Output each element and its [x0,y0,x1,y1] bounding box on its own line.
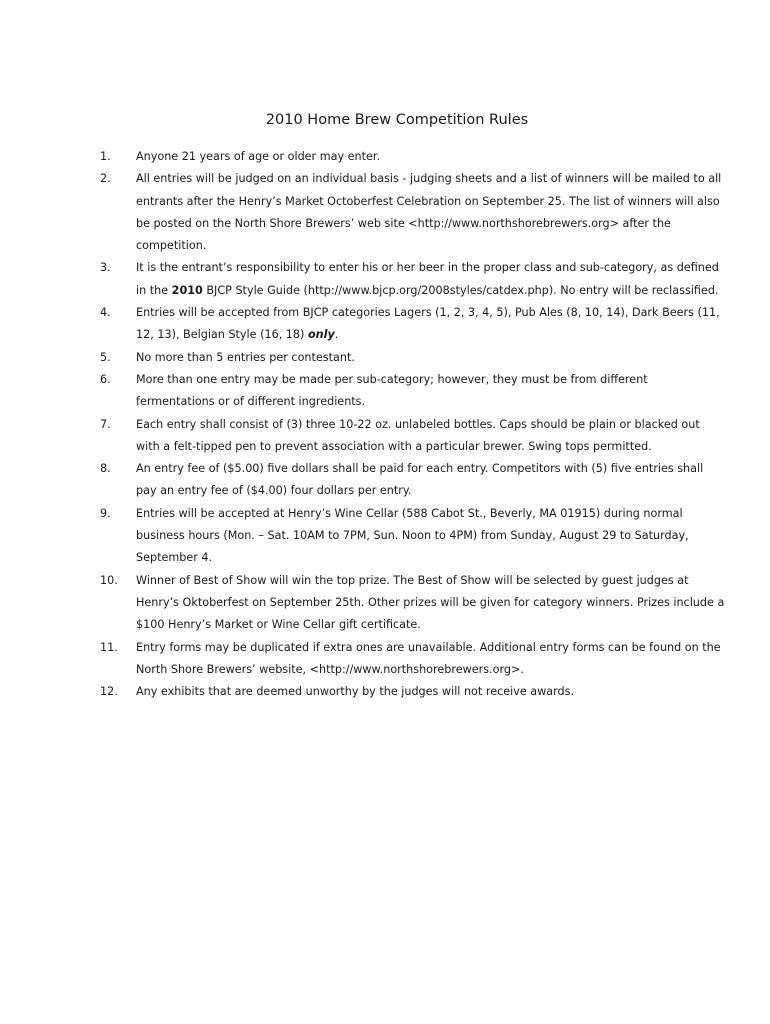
rule-item-9 [100,503,725,570]
rule-item-10 [100,570,725,637]
rule-number: 9. [100,506,111,520]
rule-item-4 [100,302,725,347]
rule-text: Any exhibits that are deemed unworthy by the judges will not receive awards. [136,685,575,699]
rule-number: 1. [100,150,111,163]
rule-text: Anyone 21 years of age or older may enter. [136,150,381,163]
rule-text: Entry forms may be duplicated if extra ones are unavailable. Additional entry forms can be found on the North Shore Brewers’ website, <http://www.northshorebrewers.org>. [136,640,721,676]
rule-text: An entry fee of ($5.00) five dollars shall be paid for each entry. Competitors with (5) five entries shall pay an entry fee of ($4.00) four dollars per entry. [136,462,704,498]
rule-item-8 [100,458,725,503]
rule-text: Each entry shall consist of (3) three 10-22 oz. unlabeled bottles. Caps should be plain or blacked out with a felt-tipped pen to prevent association with a particular brewer. Swing tops permitted. [136,417,700,453]
rule-number: 2. [100,172,111,186]
rule-number: 11. [100,640,118,654]
rule-text [136,257,725,302]
rule-item-6 [100,369,725,414]
rule-item-2 [100,168,725,257]
rule-text-emphasis: only [307,328,335,342]
rule-text: Winner of Best of Show will win the top prize. The Best of Show will be selected by guest judges at Henry’s Oktoberfest on September 25th. Other prizes will be given for category winners. Prizes include a $100 Henry’s Market or Wine Cellar gift certificate. [136,573,725,632]
rule-item-5 [100,347,725,369]
rule-text-part: It is the entrant’s responsibility to enter his or her beer in the proper class and sub-category, as defined in the [136,261,719,297]
rule-number: 12. [100,685,118,699]
rule-text: Entries will be accepted at Henry’s Wine Cellar (588 Cabot St., Beverly, MA 01915) during normal business hours (Mon. – Sat. 10AM to 7PM, Sun. Noon to 4PM) from Sunday, August 29 to Saturday, September 4. [136,506,689,565]
rule-item-7 [100,414,725,459]
rule-text-part: BJCP Style Guide (http://www.bjcp.org/2008styles/catdex.php). No entry will be reclassified. [202,283,719,297]
rule-number: 5. [100,350,111,364]
rule-text-part: Entries will be accepted from BJCP categories Lagers (1, 2, 3, 4, 5), Pub Ales (8, 10, 14), Dark Beers (11, 12, 13), Belgian Style (16, 18) [136,306,720,342]
rule-number: 8. [100,462,111,476]
rule-text [136,302,725,347]
rules-list [100,146,725,703]
rule-text-bold: 2010 [171,283,203,297]
rule-item-11 [100,637,725,682]
rule-item-12 [100,681,725,703]
rule-item-1 [100,146,725,168]
rule-number: 4. [100,306,111,320]
rule-text-part: . [334,328,339,342]
rule-item-3 [100,257,725,302]
rule-text: More than one entry may be made per sub-category; however, they must be from different fermentations or of different ingredients. [136,372,648,409]
rule-text: No more than 5 entries per contestant. [136,350,355,364]
rule-number: 3. [100,261,111,275]
rule-text: All entries will be judged on an individual basis - judging sheets and a list of winners will be mailed to all entrants after the Henry’s Market Octoberfest Celebration on September 25. The list of winners will also be posted on the North Shore Brewers’ web site <http://www.northshorebrewers.org> after the competition. [136,172,722,253]
rule-number: 10. [100,573,118,587]
document-title: 2010 Home Brew Competition Rules [265,112,529,128]
rule-number: 7. [100,417,111,431]
rule-number: 6. [100,372,111,386]
